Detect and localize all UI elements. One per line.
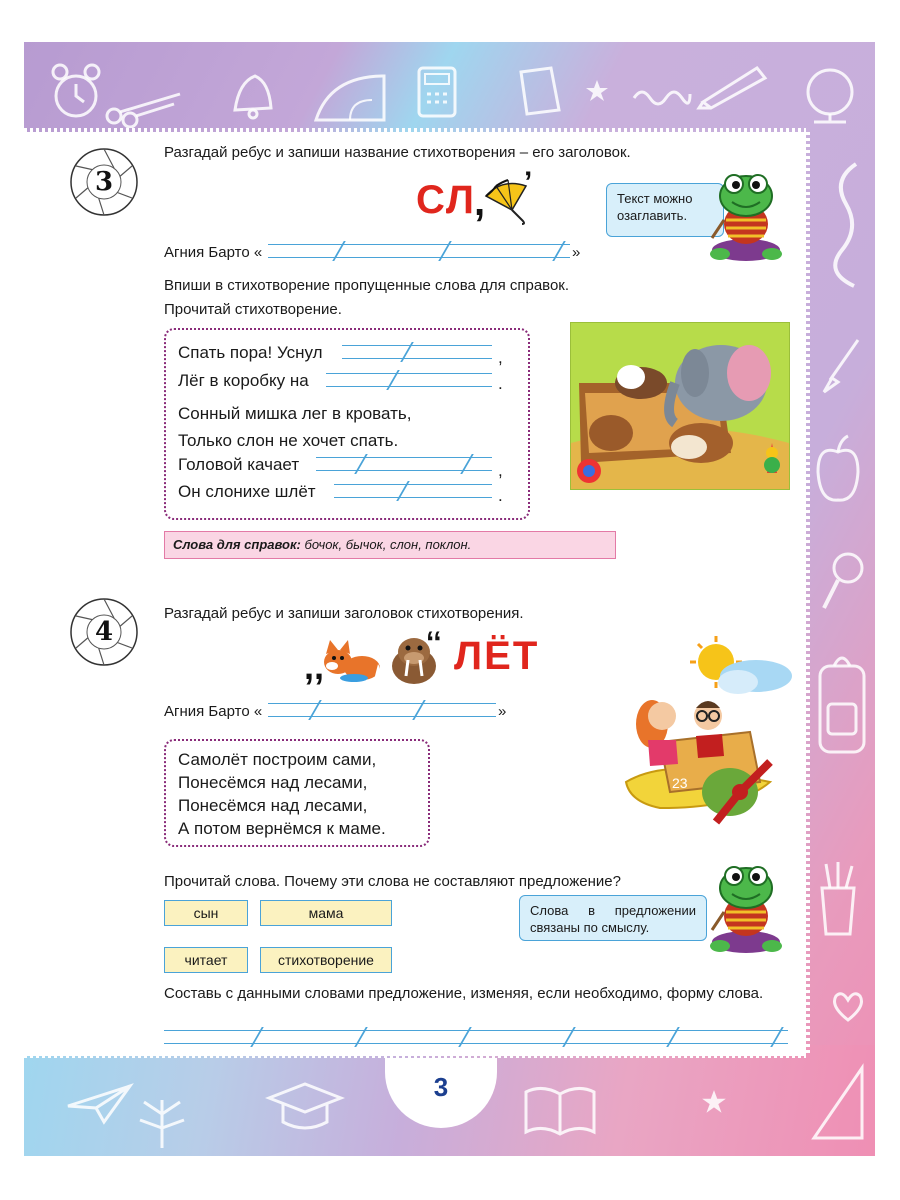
hint-bar-3 [164,531,616,559]
page-number: 3 [433,1072,449,1102]
brush-icon [818,336,866,396]
fill-instruction-2: Прочитай стихотворение. [164,301,342,318]
hint-words: бочок, бычок, слон, поклон. [300,537,472,552]
protractor-icon [310,70,390,126]
task-3-number: 3 [94,167,114,197]
stitch-border-top [24,128,806,132]
answer-line-poem-2[interactable] [326,373,492,387]
heart-arrow-icon [826,986,870,1026]
rebus-3-comma: , [474,180,486,224]
rebus-3 [412,166,542,228]
poem-4-line-4: А потом вернёмся к маме. [178,819,386,838]
rebus-3-apostrophe: ’ [524,166,533,199]
frog-mascot-icon [702,168,788,264]
poem-3-line-1: Спать пора! Уснул [178,343,323,362]
pencil-icon [695,60,771,110]
poem-3-line-4: Только слон не хочет спать. [178,431,399,450]
magnifier-icon [818,548,870,614]
globe-icon [800,62,860,132]
poem-3-line-1-end: , [498,348,503,367]
paper-plane-icon [64,1082,134,1126]
poem-4-line-2: Понесёмся над лесами, [178,773,368,792]
compose-instruction: Составь с данными словами предложение, изменяя, если необходимо, форму слова. [164,985,764,1002]
poem-3-line-2-end: . [498,374,503,393]
apple-icon [812,430,864,510]
poem-3-line-3: Сонный мишка лег в кровать, [178,404,412,423]
tip-box-4 [519,895,707,941]
wavy-line-icon [826,160,866,290]
scissors-icon [104,88,184,128]
poem-4-line-3: Понесёмся над лесами, [178,796,368,815]
leaf-icon [132,1090,192,1152]
fox-icon [318,634,382,684]
fill-instruction-1: Впиши в стихотворение пропущенные слова для справок. [164,277,570,294]
rebus-4-quotes-right: ‘‘ [426,626,442,659]
illustration-sleeping-toys [570,322,790,490]
answer-line-poem-1[interactable] [342,345,492,359]
tip-text-3: Текст можно озаглавить. [617,191,693,223]
word-card-4[interactable]: стихотворение [260,947,392,973]
poem-3-line-6: Он слонихе шлёт [178,482,316,501]
answer-line-title-3[interactable] [268,244,570,258]
sticky-note-icon [515,64,563,118]
task-3-badge [68,146,140,218]
poem-3-line-5: Головой качает [178,455,300,474]
illustration-kids-plane [620,632,796,842]
rebus-4-quotes-left: ,, [304,646,325,687]
calculator-icon [415,64,459,120]
poem-3-line-2: Лёг в коробку на [178,371,309,390]
poem-4-line-1: Самолёт построим сами, [178,750,377,769]
star-icon [584,78,610,104]
author-suffix-4: » [498,703,507,720]
backpack-icon [812,648,872,758]
word-card-1[interactable]: сын [164,900,248,926]
rebus-4-word: ЛЁТ [454,634,540,678]
pencil-cup-icon [814,858,862,938]
word-card-3[interactable]: читает [164,947,248,973]
rebus-3-letters: СЛ [416,178,476,222]
poem-3-line-5-end: , [498,461,503,480]
squiggle-icon [632,84,692,108]
author-prefix-3: Агния Барто « [164,244,263,261]
bell-icon [225,62,275,122]
ruler-triangle-icon [806,1060,870,1144]
frog-mascot-icon [702,860,788,956]
book-icon [520,1082,600,1138]
word-card-2[interactable]: мама [260,900,392,926]
star-icon [700,1088,728,1116]
graduation-cap-icon [265,1078,345,1134]
task-4-question: Прочитай слова. Почему эти слова не составляют предложение? [164,873,621,890]
hint-label: Слова для справок: [173,537,301,552]
stitch-border-right [806,132,810,1056]
task-4-badge [68,596,140,668]
answer-line-poem-5[interactable] [316,457,492,471]
author-prefix-4: Агния Барто « [164,703,263,720]
task-3-instruction: Разгадай ребус и запиши название стихотворения – его заголовок. [164,144,631,161]
poem-3-line-6-end: . [498,486,503,505]
answer-line-title-4[interactable] [268,703,496,717]
answer-line-poem-6[interactable] [334,484,492,498]
svg-text:23: 23 [672,775,688,791]
task-4-instruction: Разгадай ребус и запиши заголовок стихотворения. [164,605,524,622]
rebus-4 [304,628,554,690]
answer-line-sentence[interactable] [164,1030,788,1044]
author-suffix-3: » [572,244,581,261]
task-4-number: 4 [94,617,114,647]
tip-text-4: Слова в предложении связаны по смыслу. [530,903,696,935]
alarm-clock-icon [48,62,104,122]
